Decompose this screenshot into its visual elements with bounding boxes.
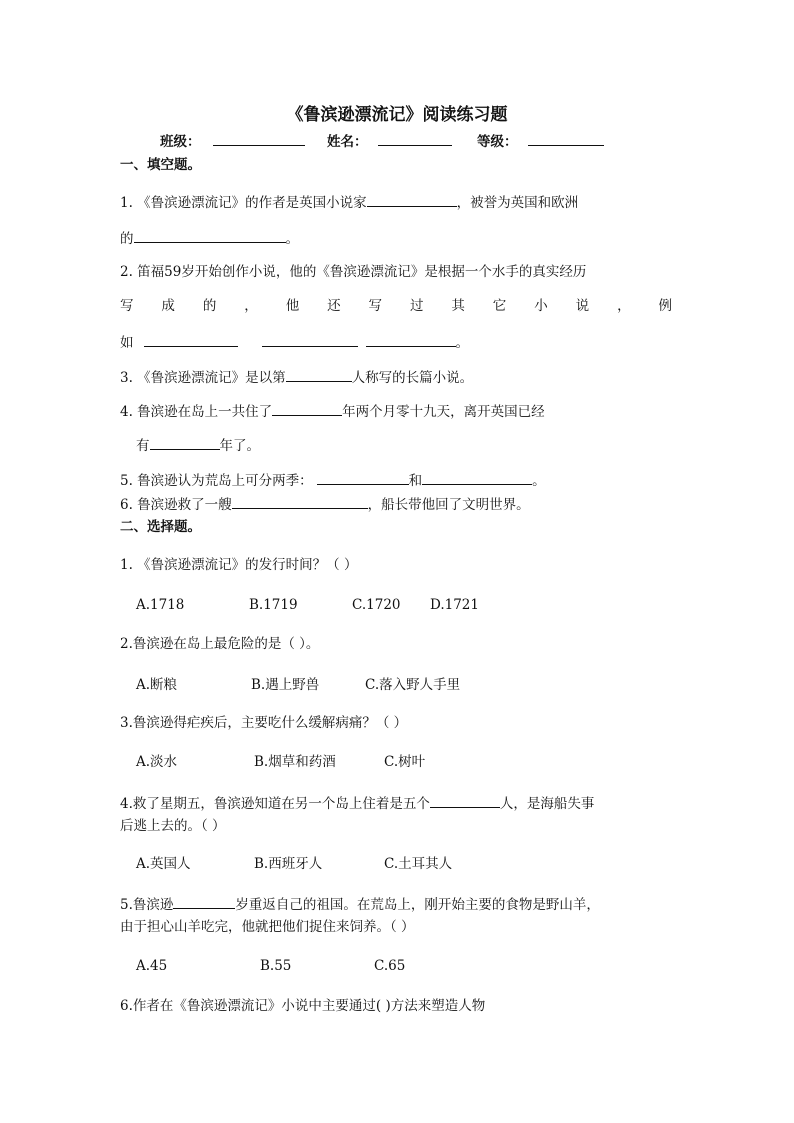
choice-question-2: 2.鲁滨逊在岛上最危险的是（ ）。	[120, 636, 320, 652]
q5-blank-1[interactable]	[317, 470, 409, 485]
cq4-blank[interactable]	[430, 793, 500, 808]
fill-question-2: 2. 笛福59岁开始创作小说，他的《鲁滨逊漂流记》是根据一个水手的真实经历	[120, 264, 587, 280]
class-label: 班级：	[160, 134, 201, 150]
choice-question-6: 6.作者在《鲁滨逊漂流记》小说中主要通过( )方法来塑造人物	[120, 998, 486, 1014]
q4-text-d: 年了。	[219, 438, 260, 454]
q5-blank-2[interactable]	[422, 470, 532, 485]
grade-label: 等级：	[477, 134, 518, 150]
q2-char: 其	[451, 298, 465, 314]
fill-question-1	[120, 192, 578, 212]
fill-question-2-spread	[120, 297, 672, 315]
option-b[interactable]: B.1719	[249, 597, 298, 613]
q4-blank-2[interactable]	[150, 435, 220, 450]
q6-blank[interactable]	[232, 494, 368, 509]
option-a[interactable]: A.断粮	[136, 677, 178, 693]
q2-text-d: 。	[455, 335, 469, 351]
option-c[interactable]: C.落入野人手里	[365, 677, 461, 693]
q2-char: 例	[658, 298, 672, 314]
option-c[interactable]: C.65	[374, 958, 406, 974]
q3-text-a: 3. 《鲁滨逊漂流记》是以第	[120, 370, 286, 386]
choice-question-1: 1. 《鲁滨逊漂流记》的发行时间？（ ）	[120, 557, 358, 573]
q4-text-a: 4. 鲁滨逊在岛上一共住了	[120, 404, 273, 420]
page-title: 《鲁滨逊漂流记》阅读练习题	[286, 105, 508, 125]
q5-text-a: 5. 鲁滨逊认为荒岛上可分两季：	[120, 473, 313, 489]
q1-text-b: ，被誉为英国和欧洲	[456, 195, 579, 211]
cq4-text-b: 人，是海船失事	[499, 796, 595, 812]
choice-question-5-cont: 由于担心山羊吃完，他就把他们捉住来饲养。（ ）	[120, 919, 415, 935]
choice-question-4	[120, 793, 594, 813]
option-b[interactable]: B.西班牙人	[254, 856, 323, 872]
q2-char: 小	[534, 298, 548, 314]
q2-char: 它	[492, 298, 507, 314]
fill-question-4-cont	[136, 435, 260, 455]
q2-char: ，	[617, 298, 631, 314]
q5-text-b: 和	[408, 473, 423, 489]
name-label: 姓名：	[327, 134, 368, 150]
option-a[interactable]: A.1718	[136, 597, 185, 613]
name-blank[interactable]	[378, 131, 452, 146]
class-blank[interactable]	[213, 131, 305, 146]
q1-blank-2[interactable]	[134, 228, 286, 243]
option-a[interactable]: A.英国人	[136, 856, 191, 872]
q6-text-b: ，船长带他回了文明世界。	[367, 497, 530, 513]
q2-char: 成	[161, 298, 175, 314]
q1-text-a: 1. 《鲁滨逊漂流记》的作者是英国小说家	[120, 195, 367, 211]
option-c[interactable]: C.树叶	[384, 754, 426, 770]
name-field	[327, 131, 452, 151]
option-b[interactable]: B.55	[260, 958, 292, 974]
q6-text-a: 6. 鲁滨逊救了一艘	[120, 497, 232, 513]
q2-char: 过	[409, 298, 424, 314]
q1-blank-1[interactable]	[367, 192, 457, 207]
q1-text-c: 的	[120, 231, 134, 247]
grade-field	[477, 131, 604, 151]
option-c[interactable]: C.1720	[352, 597, 401, 613]
section-heading-fill: 一、填空题。	[120, 157, 201, 173]
q2-char: 他	[285, 298, 300, 314]
q4-blank-1[interactable]	[272, 401, 342, 416]
q2-char: 写	[368, 298, 383, 314]
choice-question-5	[120, 894, 600, 914]
option-a[interactable]: A.45	[136, 958, 168, 974]
fill-question-6	[120, 494, 530, 514]
q4-text-b: 年两个月零十九天，离开英国已经	[342, 404, 545, 420]
section-heading-choice: 二、选择题。	[120, 519, 201, 535]
cq5-blank[interactable]	[173, 894, 235, 909]
q3-text-b: 人称写的长篇小说。	[351, 370, 474, 386]
fill-question-1-cont	[120, 228, 299, 248]
q2-char: 写	[120, 298, 134, 314]
q2-blank-3[interactable]	[366, 332, 456, 347]
option-b[interactable]: B.遇上野兽	[251, 677, 320, 693]
q1-text-d: 。	[285, 231, 299, 247]
grade-blank[interactable]	[528, 131, 604, 146]
fill-question-4	[120, 401, 545, 421]
option-c[interactable]: C.土耳其人	[384, 856, 453, 872]
q5-text-c: 。	[532, 473, 546, 489]
cq4-text-a: 4.救了星期五，鲁滨逊知道在另一个岛上住着是五个	[120, 796, 430, 812]
q2-char: 的	[202, 298, 217, 314]
cq5-text-b: 岁重返自己的祖国。在荒岛上，刚开始主要的食物是野山羊，	[235, 897, 600, 913]
fill-question-2-examples	[120, 332, 469, 352]
q2-char: 还	[327, 298, 341, 314]
choice-question-3: 3.鲁滨逊得疟疾后，主要吃什么缓解病痛？（ ）	[120, 715, 408, 731]
choice-question-4-cont: 后逃上去的。（ ）	[120, 818, 226, 834]
q2-blank-1[interactable]	[144, 332, 238, 347]
class-field	[160, 131, 305, 151]
q2-blank-2[interactable]	[262, 332, 358, 347]
cq5-text-a: 5.鲁滨逊	[120, 897, 174, 913]
q2-char: ，	[244, 298, 258, 314]
option-b[interactable]: B.烟草和药酒	[254, 754, 336, 770]
fill-question-3	[120, 367, 473, 387]
q2-text-c: 如	[120, 335, 134, 351]
q4-text-c: 有	[136, 438, 150, 454]
q3-blank[interactable]	[286, 367, 352, 382]
option-d[interactable]: D.1721	[430, 597, 479, 613]
option-a[interactable]: A.淡水	[136, 754, 178, 770]
q2-char: 说	[575, 298, 590, 314]
fill-question-5	[120, 470, 546, 490]
